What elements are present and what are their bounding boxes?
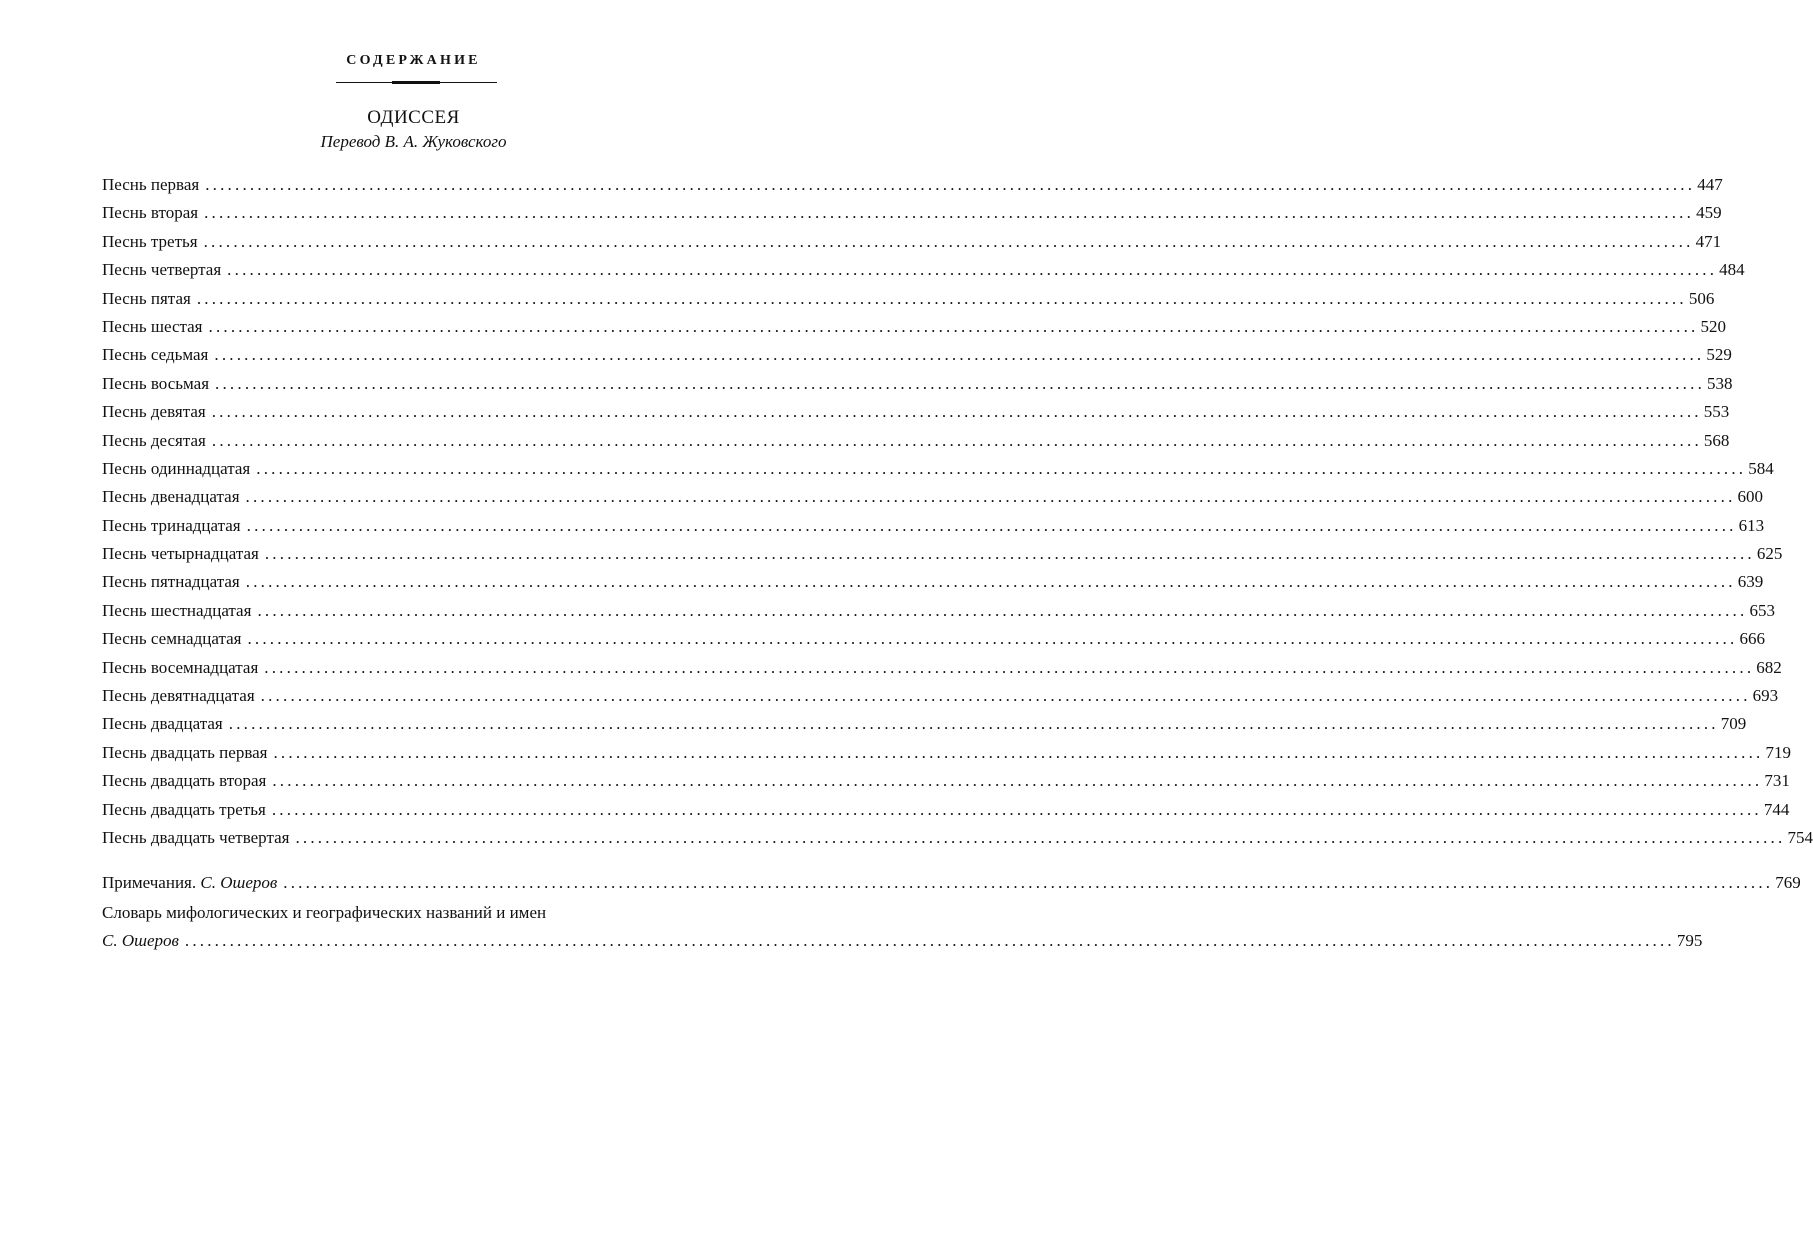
toc-entry-page: 584 <box>1748 458 1774 478</box>
toc-entry-label: Песнь одиннадцатая <box>102 458 251 478</box>
toc-entry-label: Песнь двенадцатая <box>102 487 240 507</box>
toc-entry[interactable] <box>102 654 1782 682</box>
toc-entry-label: Песнь восемнадцатая <box>102 657 259 677</box>
toc-entry-label: Песнь третья <box>102 231 198 251</box>
toc-entry-label: Песнь четвертая <box>102 260 222 280</box>
toc-dot-leader: ........................................................................................................................................................................................................ <box>184 931 1675 950</box>
toc-entry-label: Песнь двадцать четвертая <box>102 827 290 847</box>
toc-entry[interactable] <box>102 682 1779 710</box>
toc-dot-leader: ........................................................................................................................................................................................................ <box>203 231 1694 251</box>
toc-entry[interactable] <box>102 228 1722 256</box>
toc-entry[interactable] <box>102 171 1723 199</box>
toc-dot-leader: ........................................................................................................................................................................................................ <box>271 799 1762 819</box>
dictionary-page: 795 <box>1676 931 1703 950</box>
toc-entry[interactable] <box>102 483 1764 511</box>
toc-entry-page: 538 <box>1707 373 1733 393</box>
notes-page: 769 <box>1775 873 1801 892</box>
toc-entry-page: 744 <box>1763 799 1790 819</box>
toc-dot-leader: ........................................................................................................................................................................................................ <box>205 175 1696 194</box>
toc-entry-label: Песнь четырнадцатая <box>102 544 259 564</box>
toc-entry-label: Песнь первая <box>102 175 200 194</box>
toc-entry[interactable] <box>102 398 1730 426</box>
toc-entry-page: 653 <box>1749 600 1775 620</box>
toc-dot-leader: ........................................................................................................................................................................................................ <box>227 260 1718 280</box>
toc-dot-leader: ........................................................................................................................................................................................................ <box>264 657 1755 677</box>
toc-entry-page: 520 <box>1700 316 1726 336</box>
toc-entry-page: 666 <box>1739 629 1765 649</box>
toc-entry-page: 553 <box>1703 402 1730 422</box>
toc-dot-leader: ........................................................................................................................................................................................................ <box>245 487 1736 507</box>
toc-dot-leader: ........................................................................................................................................................................................................ <box>208 316 1699 336</box>
toc-entry-page: 625 <box>1756 544 1783 564</box>
toc-entry[interactable] <box>102 710 1747 738</box>
toc-entry-page: 693 <box>1752 686 1779 706</box>
toc-entry-page: 484 <box>1719 260 1745 280</box>
toc-entry-label: Песнь десятая <box>102 430 206 450</box>
toc-dot-leader: ........................................................................................................................................................................................................ <box>257 600 1748 620</box>
dictionary-author: С. Ошеров <box>102 931 179 950</box>
toc-dot-leader: ........................................................................................................................................................................................................ <box>228 714 1719 734</box>
toc-entry[interactable] <box>102 739 1791 767</box>
toc-entry[interactable] <box>102 199 1722 227</box>
toc-entry-label: Песнь двадцать первая <box>102 742 268 762</box>
toc-entry-page: 731 <box>1764 771 1790 791</box>
toc-entry[interactable] <box>102 512 1765 540</box>
toc-dot-leader: ........................................................................................................................................................................................................ <box>260 686 1751 706</box>
notes-author: С. Ошеров <box>200 873 278 892</box>
toc-entry-label: Песнь вторая <box>102 203 199 223</box>
toc-entry-page: 447 <box>1697 175 1723 194</box>
toc-dot-leader: ........................................................................................................................................................................................................ <box>247 629 1738 649</box>
toc-entry-label: Песнь восьмая <box>102 373 210 393</box>
header-rule-accent <box>392 81 440 84</box>
toc-entry[interactable] <box>102 597 1775 625</box>
toc-entry-label: Песнь семнадцатая <box>102 629 242 649</box>
toc-dot-leader: ........................................................................................................................................................................................................ <box>245 572 1736 592</box>
toc-entry-label: Песнь двадцать третья <box>102 799 266 819</box>
toc-entry[interactable] <box>102 767 1790 795</box>
toc-entry-page: 719 <box>1765 742 1791 762</box>
toc-entry[interactable] <box>102 341 1732 369</box>
toc-dot-leader: ........................................................................................................................................................................................................ <box>264 544 1755 564</box>
toc-entry-notes[interactable] <box>102 869 1801 897</box>
toc-dot-leader: ........................................................................................................................................................................................................ <box>211 430 1702 450</box>
toc-dot-leader: ........................................................................................................................................................................................................ <box>295 827 1786 847</box>
toc-entry[interactable] <box>102 427 1730 455</box>
toc-entry-dictionary[interactable] <box>102 899 1703 955</box>
running-head-title: СОДЕРЖАНИЕ <box>346 53 481 68</box>
toc-list <box>102 171 1813 852</box>
toc-entry-label: Песнь пятая <box>102 288 191 308</box>
toc-entry-page: 506 <box>1688 288 1715 308</box>
toc-entry[interactable] <box>102 370 1733 398</box>
toc-entry-page: 568 <box>1703 430 1730 450</box>
toc-entry-label: Песнь девятнадцатая <box>102 686 255 706</box>
notes-label: Примечания. <box>102 873 197 892</box>
toc-entry-page: 600 <box>1737 487 1764 507</box>
toc-entry-page: 754 <box>1787 827 1813 847</box>
toc-dot-leader: ........................................................................................................................................................................................................ <box>256 458 1747 478</box>
toc-entry-label: Песнь двадцать вторая <box>102 771 267 791</box>
toc-dot-leader: ........................................................................................................................................................................................................ <box>204 203 1695 223</box>
toc-entry-page: 709 <box>1720 714 1747 734</box>
toc-entry[interactable] <box>102 313 1726 341</box>
toc-dot-leader: ........................................................................................................................................................................................................ <box>215 373 1706 393</box>
toc-entry[interactable] <box>102 285 1715 313</box>
toc-entry[interactable] <box>102 625 1765 653</box>
toc-entry[interactable] <box>102 568 1764 596</box>
toc-dot-leader: ........................................................................................................................................................................................................ <box>214 345 1705 365</box>
toc-dot-leader: ........................................................................................................................................................................................................ <box>283 873 1774 892</box>
toc-entry-label: Песнь шестнадцатая <box>102 600 252 620</box>
toc-entry-page: 639 <box>1737 572 1764 592</box>
toc-entry-label: Песнь девятая <box>102 402 206 422</box>
toc-entry-page: 682 <box>1756 657 1782 677</box>
toc-entry-label: Песнь седьмая <box>102 345 209 365</box>
toc-dot-leader: ........................................................................................................................................................................................................ <box>272 771 1763 791</box>
toc-entry[interactable] <box>102 540 1783 568</box>
toc-dot-leader: ........................................................................................................................................................................................................ <box>246 515 1737 535</box>
toc-entry[interactable] <box>102 455 1774 483</box>
toc-entry-label: Песнь двадцатая <box>102 714 223 734</box>
toc-entry-label: Песнь шестая <box>102 316 203 336</box>
toc-entry[interactable] <box>102 256 1745 284</box>
toc-entry-label: Песнь тринадцатая <box>102 515 241 535</box>
toc-entry-page: 529 <box>1706 345 1732 365</box>
dictionary-label: Словарь мифологических и географических названий и имен <box>102 903 547 922</box>
toc-dot-leader: ........................................................................................................................................................................................................ <box>211 402 1702 422</box>
toc-dot-leader: ........................................................................................................................................................................................................ <box>273 742 1764 762</box>
toc-entry-page: 613 <box>1738 515 1765 535</box>
section-title: ОДИССЕЯ <box>367 107 460 128</box>
toc-entry[interactable] <box>102 796 1790 824</box>
toc-entry-label: Песнь пятнадцатая <box>102 572 240 592</box>
section-subtitle: Перевод В. А. Жуковского <box>320 132 507 151</box>
toc-entry-page: 471 <box>1695 231 1722 251</box>
toc-dot-leader: ........................................................................................................................................................................................................ <box>196 288 1687 308</box>
toc-entry[interactable] <box>102 824 1813 852</box>
toc-entry-page: 459 <box>1696 203 1722 223</box>
